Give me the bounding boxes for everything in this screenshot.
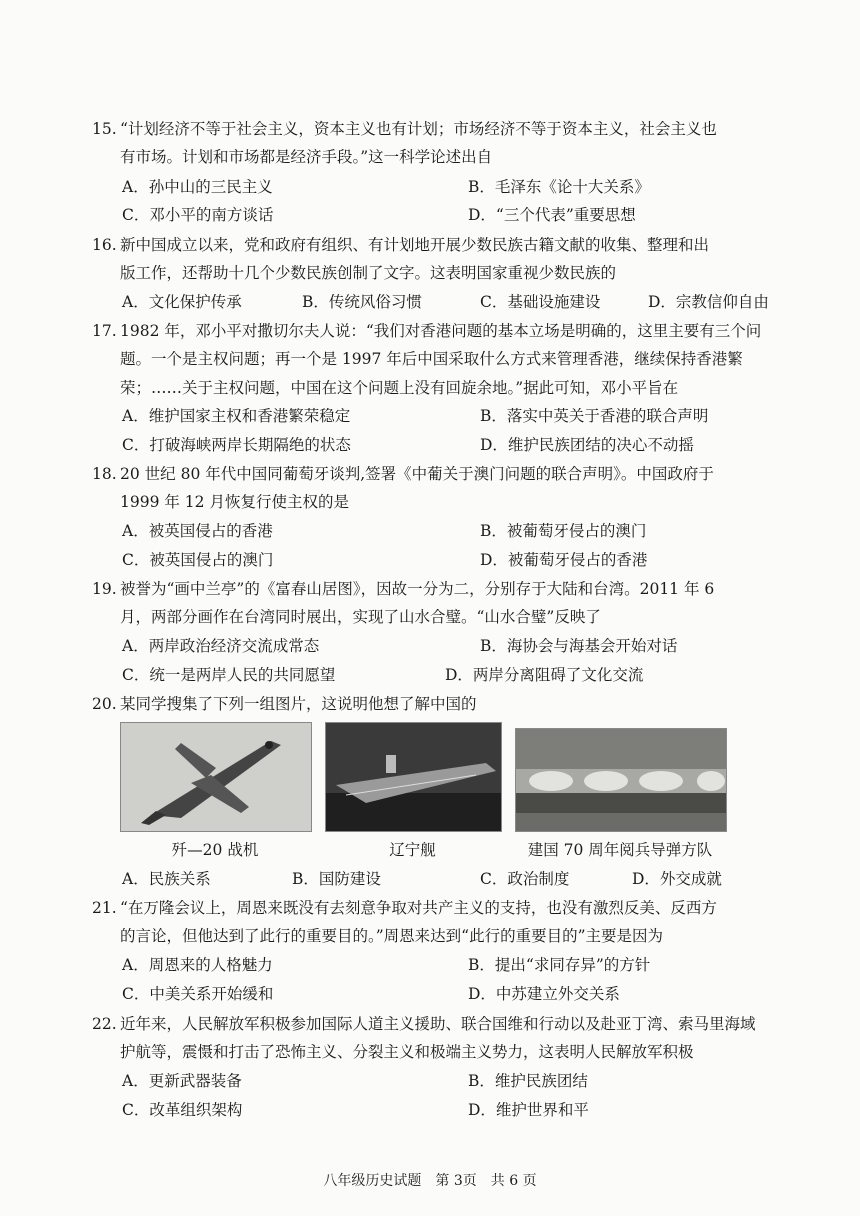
question-20-option-c: C．政治制度 [480,870,570,888]
question-21-option-b: B．提出“求同存异”的方针 [468,956,651,974]
image-caption-missile: 建国 70 周年阅兵导弹方队 [527,841,713,859]
question-17-option-b: B．落实中英关于香港的联合声明 [480,407,709,425]
question-18-stem-line-2: 1999 年 12 月恢复行使主权的是 [120,493,349,511]
question-16-stem-line-2: 版工作，还帮助十几个少数民族创制了文字。这表明国家重视少数民族的 [120,264,617,282]
question-16-option-a: A．文化保护传承 [122,293,242,311]
question-15-option-a: A．孙中山的三民主义 [122,178,273,196]
question-15-stem-line-1: “计划经济不等于社会主义，资本主义也有计划；市场经济不等于资本主义，社会主义也 [120,120,717,138]
question-21-option-d: D．中苏建立外交关系 [468,985,620,1003]
question-15-option-b: B．毛泽东《论十大关系》 [468,178,650,196]
question-18-option-b: B．被葡萄牙侵占的澳门 [480,522,647,540]
question-19-stem-line-1: 被誉为“画中兰亭”的《富春山居图》，因故一分为二，分别存于大陆和台湾。2011 年 6 [120,580,715,598]
question-22-option-b: B．维护民族团结 [468,1072,588,1090]
question-18-number: 18. [92,465,117,483]
question-19-number: 19. [92,580,117,598]
question-16-number: 16. [92,236,117,254]
question-18-option-a: A．被英国侵占的香港 [122,522,273,540]
fighter-jet-icon [121,723,311,831]
question-16-stem-line-1: 新中国成立以来，党和政府有组织、有计划地开展少数民族古籍文献的收集、整理和出 [120,236,710,254]
question-15-option-d: D．“三个代表”重要思想 [468,206,636,224]
question-17-stem-line-3: 荣；……关于主权问题，中国在这个问题上没有回旋余地。”据此可知，邓小平旨在 [120,379,679,397]
question-18-option-d: D．被葡萄牙侵占的香港 [480,551,648,569]
question-20-option-a: A．民族关系 [122,870,211,888]
question-21-stem-line-2: 的言论，但他达到了此行的重要目的。”周恩来达到“此行的重要目的”主要是因为 [120,927,664,945]
question-17-stem-line-2: 题。一个是主权问题；再一个是 1997 年后中国采取什么方式来管理香港，继续保持香港繁 [120,350,743,368]
image-caption-fighter: 歼—20 战机 [171,841,259,859]
question-20-option-b: B．国防建设 [292,870,381,888]
question-19-option-c: C．统一是两岸人民的共同愿望 [122,666,336,684]
question-17-number: 17. [92,322,117,340]
question-22-stem-line-1: 近年来，人民解放军积极参加国际人道主义援助、联合国维和行动以及赴亚丁湾、索马里海域 [120,1015,756,1033]
aircraft-carrier-icon [326,723,501,831]
page-footer: 八年级历史试题 第 3页 共 6 页 [323,1173,537,1189]
question-17-stem-line-1: 1982 年，邓小平对撒切尔夫人说：“我们对香港问题的基本立场是明确的，这里主要有三个问 [120,322,762,340]
question-22-option-d: D．维护世界和平 [468,1101,589,1119]
question-20-option-d: D．外交成就 [632,870,722,888]
question-18-stem-line-1: 20 世纪 80 年代中国同葡萄牙谈判,签署《中葡关于澳门问题的联合声明》。中国政府于 [120,465,714,483]
question-19-option-d: D．两岸分离阻碍了文化交流 [445,666,644,684]
fighter-jet-photo [120,722,312,832]
question-16-option-d: D．宗教信仰自由 [648,293,769,311]
question-22-stem-line-2: 护航等，震慑和打击了恐怖主义、分裂主义和极端主义势力，这表明人民解放军积极 [120,1043,694,1061]
question-15-number: 15. [92,120,117,138]
question-21-option-a: A．周恩来的人格魅力 [122,956,273,974]
question-21-number: 21. [92,899,117,917]
question-19-option-b: B．海协会与海基会开始对话 [480,637,678,655]
question-17-option-a: A．维护国家主权和香港繁荣稳定 [122,407,351,425]
question-22-number: 22. [92,1015,117,1033]
aircraft-carrier-photo [325,722,502,832]
image-caption-carrier: 辽宁舰 [389,841,436,859]
question-18-option-c: C．被英国侵占的澳门 [122,551,274,569]
missile-parade-icon [516,729,726,831]
missile-parade-photo [515,728,727,832]
question-15-stem-line-2: 有市场。计划和市场都是经济手段。”这一科学论述出自 [120,148,493,166]
question-17-option-c: C．打破海峡两岸长期隔绝的状态 [122,436,351,454]
question-22-option-a: A．更新武器装备 [122,1072,242,1090]
question-20-stem-line-1: 某同学搜集了下列一组图片，这说明他想了解中国的 [120,695,477,713]
question-19-stem-line-2: 月，两部分画作在台湾同时展出，实现了山水合璧。“山水合璧”反映了 [120,608,601,626]
question-21-option-c: C．中美关系开始缓和 [122,985,274,1003]
question-22-option-c: C．改革组织架构 [122,1101,243,1119]
question-20-number: 20. [92,695,117,713]
question-15-option-c: C．邓小平的南方谈话 [122,206,274,224]
question-21-stem-line-1: “在万隆会议上，周恩来既没有去刻意争取对共产主义的支持，也没有激烈反美、反西方 [120,899,717,917]
question-16-option-c: C．基础设施建设 [480,293,601,311]
question-17-option-d: D．维护民族团结的决心不动摇 [480,436,694,454]
question-19-option-a: A．两岸政治经济交流成常态 [122,637,320,655]
question-16-option-b: B．传统风俗习惯 [302,293,422,311]
